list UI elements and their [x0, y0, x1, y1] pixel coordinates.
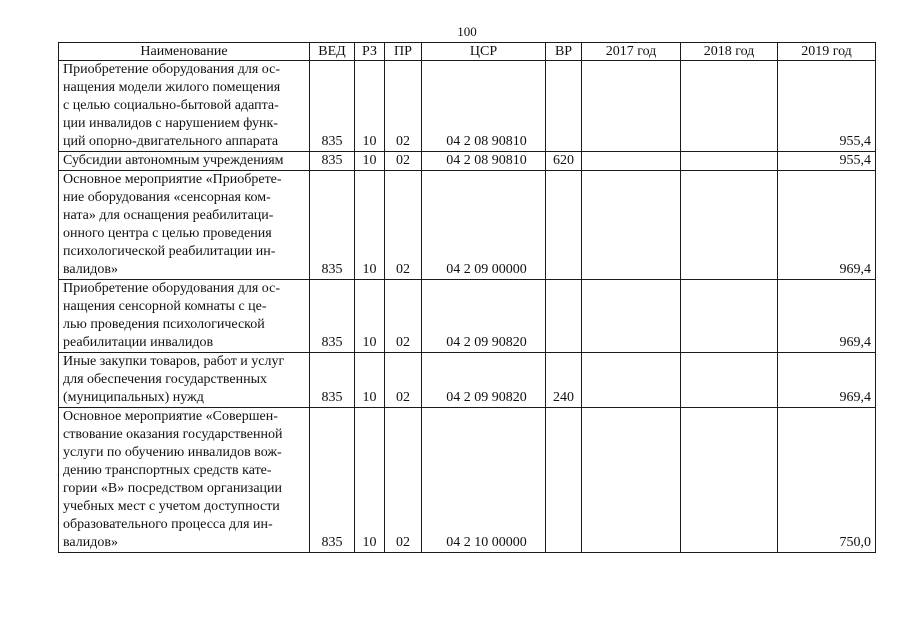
cell-vr: [546, 408, 582, 553]
name-line: Приобретение оборудования для ос-: [63, 281, 280, 296]
cell-2019: 969,4: [778, 353, 876, 408]
cell-2019: 969,4: [778, 171, 876, 280]
cell-csr: 04 2 10 00000: [422, 408, 546, 553]
table-row: [59, 152, 876, 171]
budget-table: [58, 42, 876, 553]
table-row: [59, 61, 876, 152]
header-2017: 2017 год: [582, 43, 681, 61]
cell-2019: 969,4: [778, 280, 876, 353]
name-line: гории «В» посредством организации: [63, 481, 283, 496]
name-line: для обеспечения государственных: [63, 372, 267, 387]
name-line: с целью социально-бытовой адапта-: [63, 98, 279, 113]
header-pr: ПР: [385, 43, 422, 61]
cell-name: [59, 353, 310, 408]
header-csr: ЦСР: [422, 43, 546, 61]
cell-csr: 04 2 09 90820: [422, 280, 546, 353]
name-line: Иные закупки товаров, работ и услуг: [63, 354, 285, 369]
cell-csr: 04 2 09 00000: [422, 171, 546, 280]
cell-2018: [681, 152, 778, 171]
cell-vr: 240: [546, 353, 582, 408]
cell-rz: 10: [355, 61, 385, 152]
name-line: учебных мест с учетом доступности: [63, 499, 280, 514]
header-vr: ВР: [546, 43, 582, 61]
cell-name: [59, 280, 310, 353]
cell-vr: 620: [546, 152, 582, 171]
header-ved: ВЕД: [310, 43, 355, 61]
cell-csr: 04 2 09 90820: [422, 353, 546, 408]
cell-ved: 835: [310, 408, 355, 553]
cell-rz: 10: [355, 171, 385, 280]
name-line: психологической реабилитации ин-: [63, 244, 276, 259]
name-line: ции инвалидов с нарушением функ-: [63, 116, 278, 131]
table-row: [59, 408, 876, 553]
name-line: дению транспортных средств кате-: [63, 463, 272, 478]
cell-2018: [681, 408, 778, 553]
cell-2018: [681, 353, 778, 408]
cell-vr: [546, 61, 582, 152]
cell-pr: 02: [385, 152, 422, 171]
cell-2018: [681, 280, 778, 353]
cell-name: [59, 408, 310, 553]
table-header-row: [59, 43, 876, 61]
cell-ved: 835: [310, 353, 355, 408]
cell-csr: 04 2 08 90810: [422, 61, 546, 152]
table-row: [59, 280, 876, 353]
cell-name: [59, 171, 310, 280]
cell-vr: [546, 280, 582, 353]
cell-2017: [582, 171, 681, 280]
cell-name: [59, 152, 310, 171]
cell-2017: [582, 353, 681, 408]
cell-2017: [582, 61, 681, 152]
name-line: реабилитации инвалидов: [63, 335, 214, 350]
header-name: Наименование: [59, 43, 310, 61]
cell-pr: 02: [385, 353, 422, 408]
name-line: нащения модели жилого помещения: [63, 80, 281, 95]
table-row: [59, 171, 876, 280]
cell-pr: 02: [385, 61, 422, 152]
name-line: ние оборудования «сенсорная ком-: [63, 190, 271, 205]
table-body: [59, 61, 876, 553]
name-line: образовательного процесса для ин-: [63, 517, 273, 532]
cell-csr: 04 2 08 90810: [422, 152, 546, 171]
cell-ved: 835: [310, 152, 355, 171]
page-number: 100: [457, 24, 477, 39]
cell-rz: 10: [355, 280, 385, 353]
name-line: Субсидии автономным учреждениям: [63, 153, 284, 168]
cell-vr: [546, 171, 582, 280]
cell-ved: 835: [310, 61, 355, 152]
table-row: [59, 353, 876, 408]
cell-2017: [582, 280, 681, 353]
cell-2019: 955,4: [778, 61, 876, 152]
cell-rz: 10: [355, 152, 385, 171]
name-line: ций опорно-двигательного аппарата: [63, 134, 279, 149]
header-2019: 2019 год: [778, 43, 876, 61]
cell-rz: 10: [355, 353, 385, 408]
name-line: услуги по обучению инвалидов вож-: [63, 445, 282, 460]
name-line: Основное мероприятие «Приобрете-: [63, 172, 282, 187]
name-line: валидов»: [63, 535, 118, 550]
name-line: нащения сенсорной комнаты с це-: [63, 299, 267, 314]
name-line: ната» для оснащения реабилитаци-: [63, 208, 274, 223]
name-line: лью проведения психологической: [63, 317, 265, 332]
cell-2018: [681, 171, 778, 280]
cell-2018: [681, 61, 778, 152]
header-2018: 2018 год: [681, 43, 778, 61]
cell-ved: 835: [310, 171, 355, 280]
cell-rz: 10: [355, 408, 385, 553]
name-line: (муниципальных) нужд: [63, 390, 204, 405]
cell-2019: 955,4: [778, 152, 876, 171]
cell-2017: [582, 152, 681, 171]
name-line: валидов»: [63, 262, 118, 277]
cell-pr: 02: [385, 280, 422, 353]
cell-pr: 02: [385, 408, 422, 553]
cell-ved: 835: [310, 280, 355, 353]
cell-2017: [582, 408, 681, 553]
name-line: ствование оказания государственной: [63, 427, 283, 442]
cell-name: [59, 61, 310, 152]
cell-2019: 750,0: [778, 408, 876, 553]
name-line: Основное мероприятие «Совершен-: [63, 409, 278, 424]
header-rz: РЗ: [355, 43, 385, 61]
name-line: Приобретение оборудования для ос-: [63, 62, 280, 77]
cell-pr: 02: [385, 171, 422, 280]
name-line: онного центра с целью проведения: [63, 226, 272, 241]
